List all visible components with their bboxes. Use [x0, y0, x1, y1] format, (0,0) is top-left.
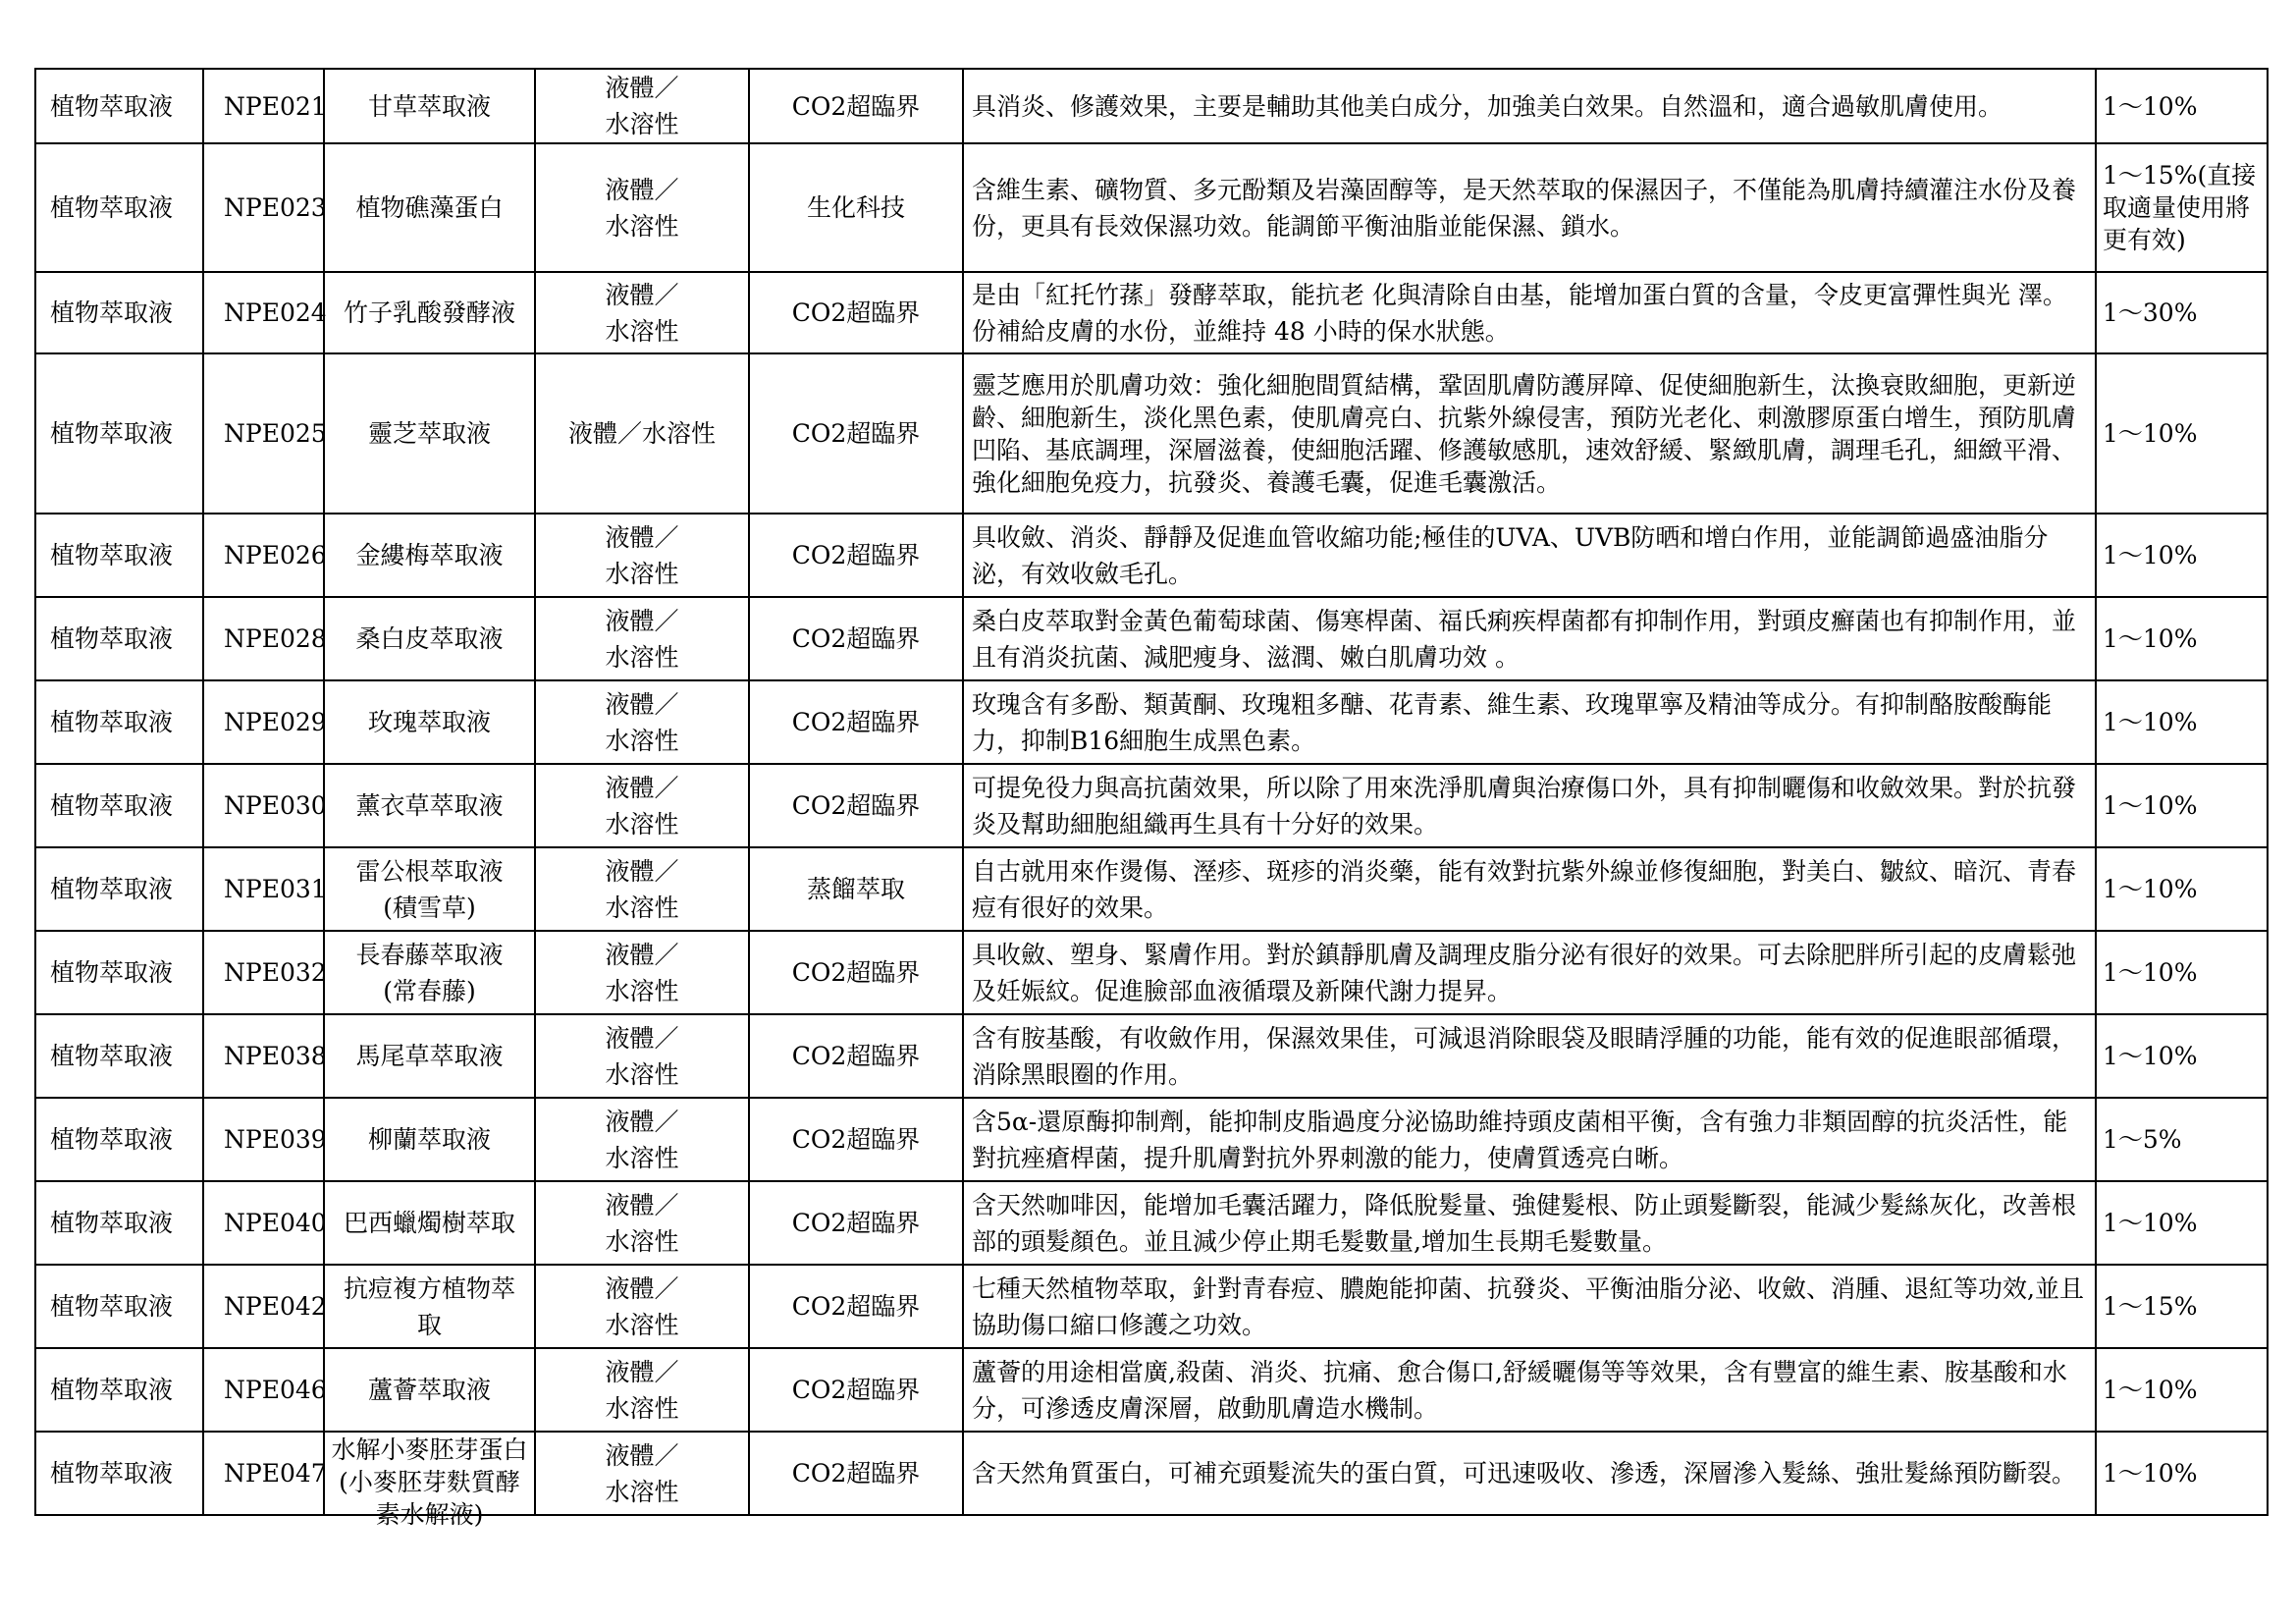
description-cell — [963, 1348, 2096, 1432]
process-cell — [749, 764, 963, 847]
product-name-cell — [324, 1432, 535, 1529]
description-cell — [963, 1265, 2096, 1348]
table-body — [35, 69, 2268, 1529]
category-cell-text: 植物萃取液 — [50, 1376, 174, 1404]
dosage-cell — [2096, 597, 2268, 680]
description-cell — [963, 847, 2096, 931]
process-cell-text: 蒸餾萃取 — [806, 875, 905, 903]
product-code-cell-text: NPE040 — [224, 1209, 327, 1237]
category-cell — [35, 1098, 203, 1181]
category-cell-text: 植物萃取液 — [50, 1459, 174, 1488]
process-cell-text: CO2超臨界 — [791, 298, 921, 327]
product-code-cell — [203, 353, 327, 514]
category-cell — [35, 1348, 203, 1432]
dosage-cell-text: 1～10% — [2103, 1376, 2198, 1404]
product-name-cell-text: 玫瑰萃取液 — [367, 708, 491, 736]
form-cell-text: 液體／ 水溶性 — [605, 1190, 679, 1256]
category-cell-text: 植物萃取液 — [50, 541, 174, 569]
process-cell-text: CO2超臨界 — [791, 1125, 921, 1154]
product-code-cell-text: NPE025 — [224, 419, 327, 448]
product-code-cell — [203, 931, 327, 1014]
process-cell-text: CO2超臨界 — [791, 91, 921, 121]
dosage-cell-text: 1～10% — [2103, 419, 2198, 448]
form-cell-text: 液體／ 水溶性 — [605, 1357, 679, 1423]
product-code-cell-text: NPE031 — [224, 875, 327, 903]
product-name-cell — [324, 931, 535, 1014]
form-cell — [535, 1348, 749, 1432]
product-code-cell-text: NPE026 — [224, 541, 327, 569]
product-code-cell — [203, 1348, 327, 1432]
product-code-cell-text: NPE029 — [224, 708, 327, 736]
process-cell — [749, 69, 963, 143]
description-cell-text: 具消炎、修護效果，主要是輔助其他美白成分，加強美白效果。自然溫和，適合過敏肌膚使用。 — [972, 91, 2003, 121]
form-cell-text: 液體／ 水溶性 — [605, 1107, 679, 1172]
process-cell-text: CO2超臨界 — [791, 541, 921, 569]
process-cell — [749, 1181, 963, 1265]
product-code-cell-text: NPE042 — [224, 1292, 327, 1321]
process-cell — [749, 143, 963, 272]
form-cell-text: 液體／ 水溶性 — [605, 606, 679, 672]
product-name-cell — [324, 680, 535, 764]
form-cell — [535, 847, 749, 931]
product-name-cell-text: 長春藤萃取液 (常春藤) — [355, 940, 504, 1005]
process-cell-text: CO2超臨界 — [791, 1209, 921, 1237]
table-row — [35, 1014, 2268, 1098]
product-name-cell — [324, 1348, 535, 1432]
process-cell-text: 生化科技 — [806, 193, 905, 222]
description-cell — [963, 597, 2096, 680]
dosage-cell-text: 1～30% — [2103, 298, 2198, 327]
category-cell — [35, 69, 203, 143]
form-cell — [535, 69, 749, 143]
category-cell-text: 植物萃取液 — [50, 791, 174, 820]
description-cell-text: 靈芝應用於肌膚功效：強化細胞間質結構，鞏固肌膚防護屏障、促使細胞新生，汰換衰敗細胞，更新逆齡、細胞新生，淡化黑色素，使肌膚亮白、抗紫外線侵害，預防光老化、刺激膠原蛋白增生，預防肌膚凹陷、基底調理，深層滋養，使細胞活躍、修護敏感肌，速效舒緩、緊緻肌膚，調理毛孔，細緻平滑、強化細胞免疫力，抗發炎、養護毛囊，促進毛囊激活。 — [972, 370, 2077, 497]
form-cell — [535, 680, 749, 764]
process-cell — [749, 1098, 963, 1181]
category-cell — [35, 931, 203, 1014]
category-cell-text: 植物萃取液 — [50, 1292, 174, 1321]
description-cell-text: 自古就用來作燙傷、溼疹、斑疹的消炎藥，能有效對抗紫外線並修復細胞，對美白、皺紋、暗沉、青春痘有很好的效果。 — [972, 856, 2077, 922]
product-name-cell — [324, 1181, 535, 1265]
form-cell — [535, 1014, 749, 1098]
product-code-cell-text: NPE038 — [224, 1042, 327, 1070]
description-cell-text: 七種天然植物萃取，針對青春痘、膿皰能抑菌、抗發炎、平衡油脂分泌、收斂、消腫、退紅等功效,並且協助傷口縮口修護之功效。 — [972, 1273, 2084, 1339]
dosage-cell — [2096, 69, 2268, 143]
process-cell — [749, 1265, 963, 1348]
table-row — [35, 1098, 2268, 1181]
form-cell — [535, 1265, 749, 1348]
description-cell — [963, 272, 2096, 353]
category-cell-text: 植物萃取液 — [50, 91, 174, 121]
category-cell — [35, 764, 203, 847]
product-name-cell — [324, 143, 535, 272]
form-cell — [535, 143, 749, 272]
process-cell-text: CO2超臨界 — [791, 1292, 921, 1321]
dosage-cell — [2096, 847, 2268, 931]
description-cell-text: 含天然角質蛋白，可補充頭髮流失的蛋白質，可迅速吸收、滲透，深層滲入髮絲、強壯髮絲預防斷裂。 — [972, 1459, 2077, 1488]
category-cell-text: 植物萃取液 — [50, 1209, 174, 1237]
description-cell-text: 含有胺基酸，有收斂作用，保濕效果佳，可減退消除眼袋及眼睛浮腫的功能，能有效的促進眼部循環，消除黑眼圈的作用。 — [972, 1023, 2077, 1089]
category-cell-text: 植物萃取液 — [50, 624, 174, 653]
category-cell-text: 植物萃取液 — [50, 958, 174, 987]
process-cell — [749, 931, 963, 1014]
dosage-cell — [2096, 764, 2268, 847]
product-name-cell-text: 靈芝萃取液 — [367, 419, 491, 448]
table-row — [35, 1181, 2268, 1265]
description-cell — [963, 1098, 2096, 1181]
product-name-cell — [324, 1014, 535, 1098]
dosage-cell-text: 1～10% — [2103, 624, 2198, 653]
category-cell — [35, 272, 203, 353]
product-name-cell — [324, 1265, 535, 1348]
dosage-cell-text: 1～10% — [2103, 791, 2198, 820]
product-code-cell — [203, 69, 327, 143]
table-row — [35, 680, 2268, 764]
process-cell-text: CO2超臨界 — [791, 791, 921, 820]
product-code-cell — [203, 1098, 327, 1181]
product-name-cell-text: 金縷梅萃取液 — [355, 541, 504, 569]
form-cell-text: 液體／ 水溶性 — [605, 689, 679, 755]
table-row — [35, 847, 2268, 931]
description-cell-text: 蘆薈的用途相當廣,殺菌、消炎、抗痛、愈合傷口,舒緩曬傷等等效果，含有豐富的維生素、胺基酸和水分，可滲透皮膚深層，啟動肌膚造水機制。 — [972, 1357, 2067, 1423]
category-cell — [35, 1265, 203, 1348]
product-code-cell-text: NPE046 — [224, 1376, 327, 1404]
process-cell — [749, 1432, 963, 1515]
category-cell-text: 植物萃取液 — [50, 1042, 174, 1070]
product-code-cell-text: NPE028 — [224, 624, 327, 653]
description-cell-text: 含天然咖啡因，能增加毛囊活躍力，降低脫髮量、強健髮根、防止頭髮斷裂，能減少髮絲灰化，改善根部的頭髮顏色。並且減少停止期毛髮數量,增加生長期毛髮數量。 — [972, 1190, 2077, 1256]
product-name-cell — [324, 69, 535, 143]
dosage-cell-text: 1～10% — [2103, 1209, 2198, 1237]
form-cell-text: 液體／ 水溶性 — [605, 522, 679, 588]
table-row — [35, 1265, 2268, 1348]
product-code-cell — [203, 847, 327, 931]
dosage-cell-text: 1～10% — [2103, 1459, 2198, 1488]
dosage-cell — [2096, 1181, 2268, 1265]
dosage-cell — [2096, 272, 2268, 353]
category-cell — [35, 680, 203, 764]
dosage-cell-text: 1～10% — [2103, 875, 2198, 903]
description-cell-text: 含5α-還原酶抑制劑，能抑制皮脂過度分泌協助維持頭皮菌相平衡，含有強力非類固醇的抗炎活性，能對抗痤瘡桿菌，提升肌膚對抗外界刺激的能力，使膚質透亮白晰。 — [972, 1107, 2068, 1172]
description-cell-text: 是由「紅托竹蓀」發酵萃取，能抗老 化與清除自由基，能增加蛋白質的含量，令皮更富彈性與光 澤。份補給皮膚的水份，並維持 48 小時的保水狀態。 — [972, 280, 2067, 346]
product-name-cell-text: 植物礁藻蛋白 — [355, 193, 504, 222]
product-name-cell-text: 柳蘭萃取液 — [367, 1125, 491, 1154]
product-name-cell-text: 巴西蠟燭樹萃取 — [343, 1209, 515, 1237]
product-code-cell — [203, 680, 327, 764]
product-name-cell-text: 甘草萃取液 — [367, 91, 491, 121]
description-cell-text: 桑白皮萃取對金黃色葡萄球菌、傷寒桿菌、福氏痢疾桿菌都有抑制作用，對頭皮癬菌也有抑制作用，並且有消炎抗菌、減肥瘦身、滋潤、嫩白肌膚功效 。 — [972, 606, 2077, 672]
dosage-cell — [2096, 1432, 2268, 1515]
category-cell — [35, 143, 203, 272]
dosage-cell — [2096, 353, 2268, 514]
form-cell — [535, 514, 749, 597]
product-name-cell-text: 蘆薈萃取液 — [367, 1376, 491, 1404]
product-code-cell-text: NPE023 — [224, 193, 327, 222]
category-cell — [35, 1432, 203, 1515]
process-cell — [749, 847, 963, 931]
form-cell-text: 液體／ 水溶性 — [605, 1440, 679, 1506]
process-cell — [749, 1348, 963, 1432]
product-code-cell — [203, 764, 327, 847]
dosage-cell-text: 1～10% — [2103, 541, 2198, 569]
form-cell — [535, 1432, 749, 1515]
dosage-cell-text: 1～10% — [2103, 91, 2198, 121]
process-cell-text: CO2超臨界 — [791, 1042, 921, 1070]
description-cell-text: 可提免役力與高抗菌效果，所以除了用來洗淨肌膚與治療傷口外，具有抑制曬傷和收斂效果。對於抗發炎及幫助細胞組織再生具有十分好的效果。 — [972, 773, 2077, 839]
process-cell-text: CO2超臨界 — [791, 1459, 921, 1488]
product-code-cell-text: NPE024 — [224, 298, 327, 327]
dosage-cell-text: 1～10% — [2103, 1042, 2198, 1070]
product-code-cell — [203, 1432, 327, 1515]
table-row — [35, 69, 2268, 143]
process-cell-text: CO2超臨界 — [791, 708, 921, 736]
form-cell-text: 液體／水溶性 — [567, 419, 716, 448]
dosage-cell-text: 1～5% — [2103, 1125, 2182, 1154]
product-name-cell-text: 水解小麥胚芽蛋白(小麥胚芽麩質酵素水解液) — [331, 1435, 528, 1529]
form-cell-text: 液體／ 水溶性 — [605, 175, 679, 241]
product-name-cell — [324, 1098, 535, 1181]
table-row — [35, 1348, 2268, 1432]
dosage-cell-text: 1～15% — [2103, 1292, 2198, 1321]
category-cell — [35, 1014, 203, 1098]
product-code-cell — [203, 514, 327, 597]
form-cell — [535, 272, 749, 353]
process-cell-text: CO2超臨界 — [791, 419, 921, 448]
form-cell-text: 液體／ 水溶性 — [605, 280, 679, 346]
product-name-cell — [324, 847, 535, 931]
product-code-cell-text: NPE047 — [224, 1459, 327, 1488]
dosage-cell — [2096, 1098, 2268, 1181]
product-name-cell-text: 竹子乳酸發酵液 — [343, 298, 515, 327]
category-cell-text: 植物萃取液 — [50, 419, 174, 448]
category-cell-text: 植物萃取液 — [50, 1125, 174, 1154]
product-code-cell-text: NPE039 — [224, 1125, 327, 1154]
table-row — [35, 597, 2268, 680]
form-cell — [535, 353, 749, 514]
category-cell-text: 植物萃取液 — [50, 298, 174, 327]
category-cell — [35, 847, 203, 931]
table-row — [35, 353, 2268, 514]
description-cell-text: 具收斂、消炎、靜靜及促進血管收縮功能;極佳的UVA、UVB防晒和增白作用，並能調節過盛油脂分泌，有效收斂毛孔。 — [972, 522, 2049, 588]
category-cell-text: 植物萃取液 — [50, 708, 174, 736]
table-row — [35, 143, 2268, 272]
product-code-cell — [203, 143, 327, 272]
category-cell — [35, 514, 203, 597]
product-name-cell-text: 桑白皮萃取液 — [355, 624, 504, 653]
process-cell — [749, 597, 963, 680]
product-code-cell — [203, 272, 327, 353]
process-cell-text: CO2超臨界 — [791, 624, 921, 653]
table-row — [35, 931, 2268, 1014]
process-cell — [749, 353, 963, 514]
product-code-cell-text: NPE032 — [224, 958, 327, 987]
dosage-cell-text: 1～10% — [2103, 708, 2198, 736]
description-cell — [963, 69, 2096, 143]
description-cell — [963, 143, 2096, 272]
form-cell-text: 液體／ 水溶性 — [605, 74, 679, 138]
dosage-cell — [2096, 1265, 2268, 1348]
description-cell — [963, 1181, 2096, 1265]
product-name-cell-text: 薰衣草萃取液 — [355, 791, 504, 820]
dosage-cell — [2096, 143, 2268, 272]
product-code-cell — [203, 1181, 327, 1265]
description-cell — [963, 680, 2096, 764]
product-code-cell — [203, 1014, 327, 1098]
form-cell-text: 液體／ 水溶性 — [605, 1273, 679, 1339]
form-cell — [535, 597, 749, 680]
form-cell — [535, 764, 749, 847]
form-cell — [535, 1181, 749, 1265]
description-cell — [963, 1432, 2096, 1515]
product-name-cell — [324, 764, 535, 847]
form-cell-text: 液體／ 水溶性 — [605, 1023, 679, 1089]
form-cell-text: 液體／ 水溶性 — [605, 773, 679, 839]
category-cell — [35, 597, 203, 680]
dosage-cell — [2096, 931, 2268, 1014]
dosage-cell-text: 1～10% — [2103, 958, 2198, 987]
product-name-cell — [324, 514, 535, 597]
description-cell-text: 玫瑰含有多酚、類黃酮、玫瑰粗多醣、花青素、維生素、玫瑰單寧及精油等成分。有抑制酪胺酸酶能力，抑制B16細胞生成黑色素。 — [972, 689, 2053, 755]
form-cell-text: 液體／ 水溶性 — [605, 856, 679, 922]
product-name-cell-text: 抗痘複方植物萃 取 — [343, 1273, 515, 1339]
category-cell-text: 植物萃取液 — [50, 875, 174, 903]
category-cell-text: 植物萃取液 — [50, 193, 174, 222]
table-row — [35, 764, 2268, 847]
product-name-cell-text: 雷公根萃取液 (積雪草) — [355, 856, 504, 922]
description-cell — [963, 1014, 2096, 1098]
form-cell — [535, 1098, 749, 1181]
process-cell — [749, 1014, 963, 1098]
description-cell — [963, 931, 2096, 1014]
product-code-cell — [203, 1265, 327, 1348]
description-cell-text: 含維生素、礦物質、多元酚類及岩藻固醇等，是天然萃取的保濕因子，不僅能為肌膚持續灌注水份及養份，更具有長效保濕功效。能調節平衡油脂並能保濕、鎖水。 — [972, 175, 2077, 241]
process-cell-text: CO2超臨界 — [791, 958, 921, 987]
product-name-cell — [324, 353, 535, 514]
process-cell-text: CO2超臨界 — [791, 1376, 921, 1404]
dosage-cell-text: 1～15%(直接取適量使用將更有效) — [2103, 161, 2257, 254]
table-row — [35, 272, 2268, 353]
description-cell — [963, 514, 2096, 597]
product-code-cell-text: NPE030 — [224, 791, 327, 820]
description-cell — [963, 764, 2096, 847]
form-cell — [535, 931, 749, 1014]
form-cell-text: 液體／ 水溶性 — [605, 940, 679, 1005]
table-row — [35, 1432, 2268, 1515]
process-cell — [749, 514, 963, 597]
table-row — [35, 514, 2268, 597]
dosage-cell — [2096, 680, 2268, 764]
product-name-cell — [324, 597, 535, 680]
dosage-cell — [2096, 1014, 2268, 1098]
description-cell — [963, 353, 2096, 514]
process-cell — [749, 680, 963, 764]
dosage-cell — [2096, 514, 2268, 597]
process-cell — [749, 272, 963, 353]
ingredient-table — [34, 68, 2269, 1529]
description-cell-text: 具收斂、塑身、緊膚作用。對於鎮靜肌膚及調理皮脂分泌有很好的效果。可去除肥胖所引起的皮膚鬆弛及妊娠紋。促進臉部血液循環及新陳代謝力提昇。 — [972, 940, 2077, 1005]
category-cell — [35, 1181, 203, 1265]
product-name-cell — [324, 272, 535, 353]
product-code-cell-text: NPE021 — [224, 91, 327, 121]
category-cell — [35, 353, 203, 514]
product-code-cell — [203, 597, 327, 680]
dosage-cell — [2096, 1348, 2268, 1432]
product-name-cell-text: 馬尾草萃取液 — [355, 1042, 504, 1070]
